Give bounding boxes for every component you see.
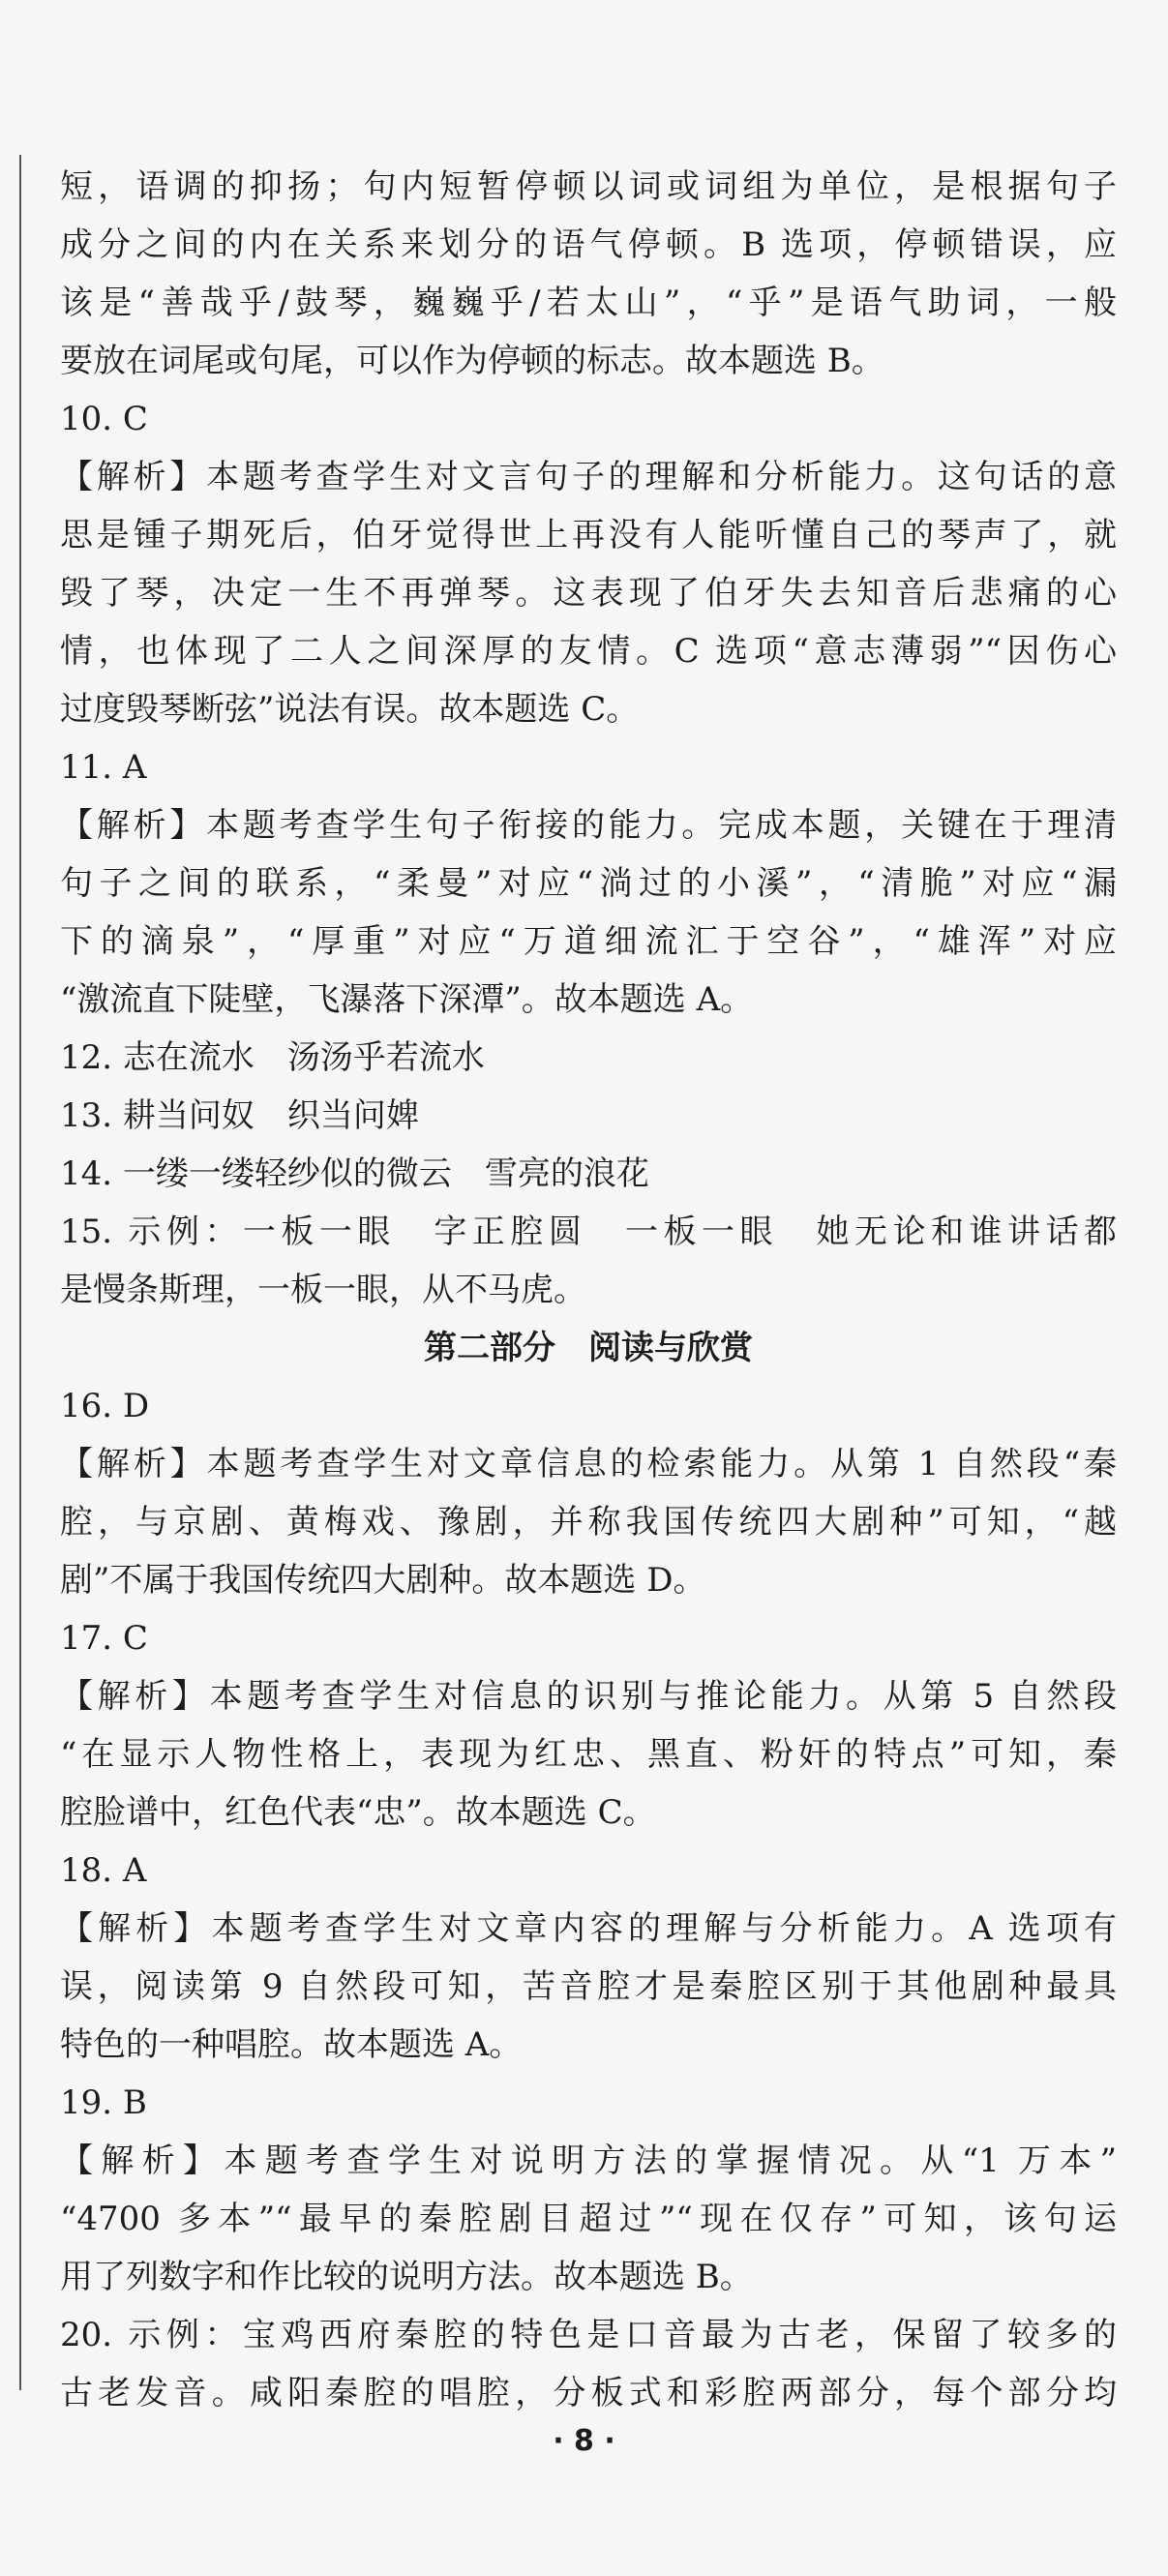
text-line: 成分之间的内在关系来划分的语气停顿。B 选项，停顿错误，应 [60, 225, 1117, 264]
page-number: · 8 · [553, 2424, 615, 2458]
text-line: 16. D [60, 1387, 150, 1425]
text-line: 腔，与京剧、黄梅戏、豫剧，并称我国传统四大剧种”可知，“越 [60, 1503, 1117, 1542]
text-line: 剧”不属于我国传统四大剧种。故本题选 D。 [60, 1561, 706, 1600]
text-line: 【解析】本题考查学生句子衔接的能力。完成本题，关键在于理清 [60, 806, 1117, 845]
text-line: 过度毁琴断弦”说法有误。故本题选 C。 [60, 690, 640, 729]
text-line: “4700 多本”“最早的秦腔剧目超过”“现在仅存”可知，该句运 [60, 2200, 1117, 2238]
text-line: 要放在词尾或句尾，可以作为停顿的标志。故本题选 B。 [60, 342, 884, 380]
text-line: 11. A [60, 748, 147, 787]
text-line: 20. 示例：宝鸡西府秦腔的特色是口音最为古老，保留了较多的 [60, 2316, 1117, 2354]
text-line: 短，语调的抑扬；句内短暂停顿以词或词组为单位，是根据句子 [60, 167, 1117, 206]
text-line: 10. C [60, 400, 148, 438]
text-line: 12. 志在流水 汤汤乎若流水 [60, 1038, 485, 1077]
text-line: “在显示人物性格上，表现为红忠、黑直、粉奸的特点”可知，秦 [60, 1735, 1117, 1774]
text-line: 是慢条斯理，一板一眼，从不马虎。 [60, 1271, 586, 1309]
text-line: 情，也体现了二人之间深厚的友情。C 选项“意志薄弱”“因伤心 [60, 632, 1117, 671]
text-line: 用了列数字和作比较的说明方法。故本题选 B。 [60, 2258, 753, 2296]
text-line: 腔脸谱中，红色代表“忠”。故本题选 C。 [60, 1793, 656, 1832]
text-line: 误，阅读第 9 自然段可知，苦音腔才是秦腔区别于其他剧种最具 [60, 1967, 1117, 2006]
text-line: 古老发音。咸阳秦腔的唱腔，分板式和彩腔两部分，每个部分均 [60, 2374, 1117, 2412]
text-line: 该是“善哉乎/鼓琴，巍巍乎/若太山”，“乎”是语气助词，一般 [60, 284, 1117, 322]
text-line: 毁了琴，决定一生不再弹琴。这表现了伯牙失去知音后悲痛的心 [60, 574, 1117, 613]
text-line: 19. B [60, 2083, 147, 2122]
text-line: 【解析】本题考查学生对文章信息的检索能力。从第 1 自然段“秦 [60, 1445, 1117, 1483]
text-line: 17. C [60, 1619, 148, 1658]
text-line: “激流直下陡壁，飞瀑落下深潭”。故本题选 A。 [60, 980, 754, 1019]
text-line: 【解析】本题考查学生对文言句子的理解和分析能力。这句话的意 [60, 458, 1117, 496]
text-line: 特色的一种唱腔。故本题选 A。 [60, 2025, 523, 2064]
text-line: 18. A [60, 1851, 147, 1890]
section-heading: 第二部分 阅读与欣赏 [424, 1329, 753, 1367]
text-line: 【解析】本题考查学生对信息的识别与推论能力。从第 5 自然段 [60, 1677, 1117, 1716]
answer-text-body [60, 158, 1117, 2422]
text-line: 思是锺子期死后，伯牙觉得世上再没有人能听懂自己的琴声了，就 [60, 516, 1117, 554]
left-margin-rule [19, 155, 21, 2390]
text-line: 【解析】本题考查学生对文章内容的理解与分析能力。A 选项有 [60, 1909, 1117, 1948]
text-line: 14. 一缕一缕轻纱似的微云 雪亮的浪花 [60, 1154, 649, 1193]
text-line: 句子之间的联系，“柔曼”对应“淌过的小溪”，“清脆”对应“漏 [60, 864, 1117, 903]
text-line: 13. 耕当问奴 织当问婢 [60, 1096, 419, 1135]
text-line: 15. 示例：一板一眼 字正腔圆 一板一眼 她无论和谁讲话都 [60, 1213, 1117, 1251]
text-line: 【解析】本题考查学生对说明方法的掌握情况。从“1 万本” [60, 2142, 1117, 2180]
text-line: 下的滴泉”，“厚重”对应“万道细流汇于空谷”，“雄浑”对应 [60, 922, 1117, 961]
